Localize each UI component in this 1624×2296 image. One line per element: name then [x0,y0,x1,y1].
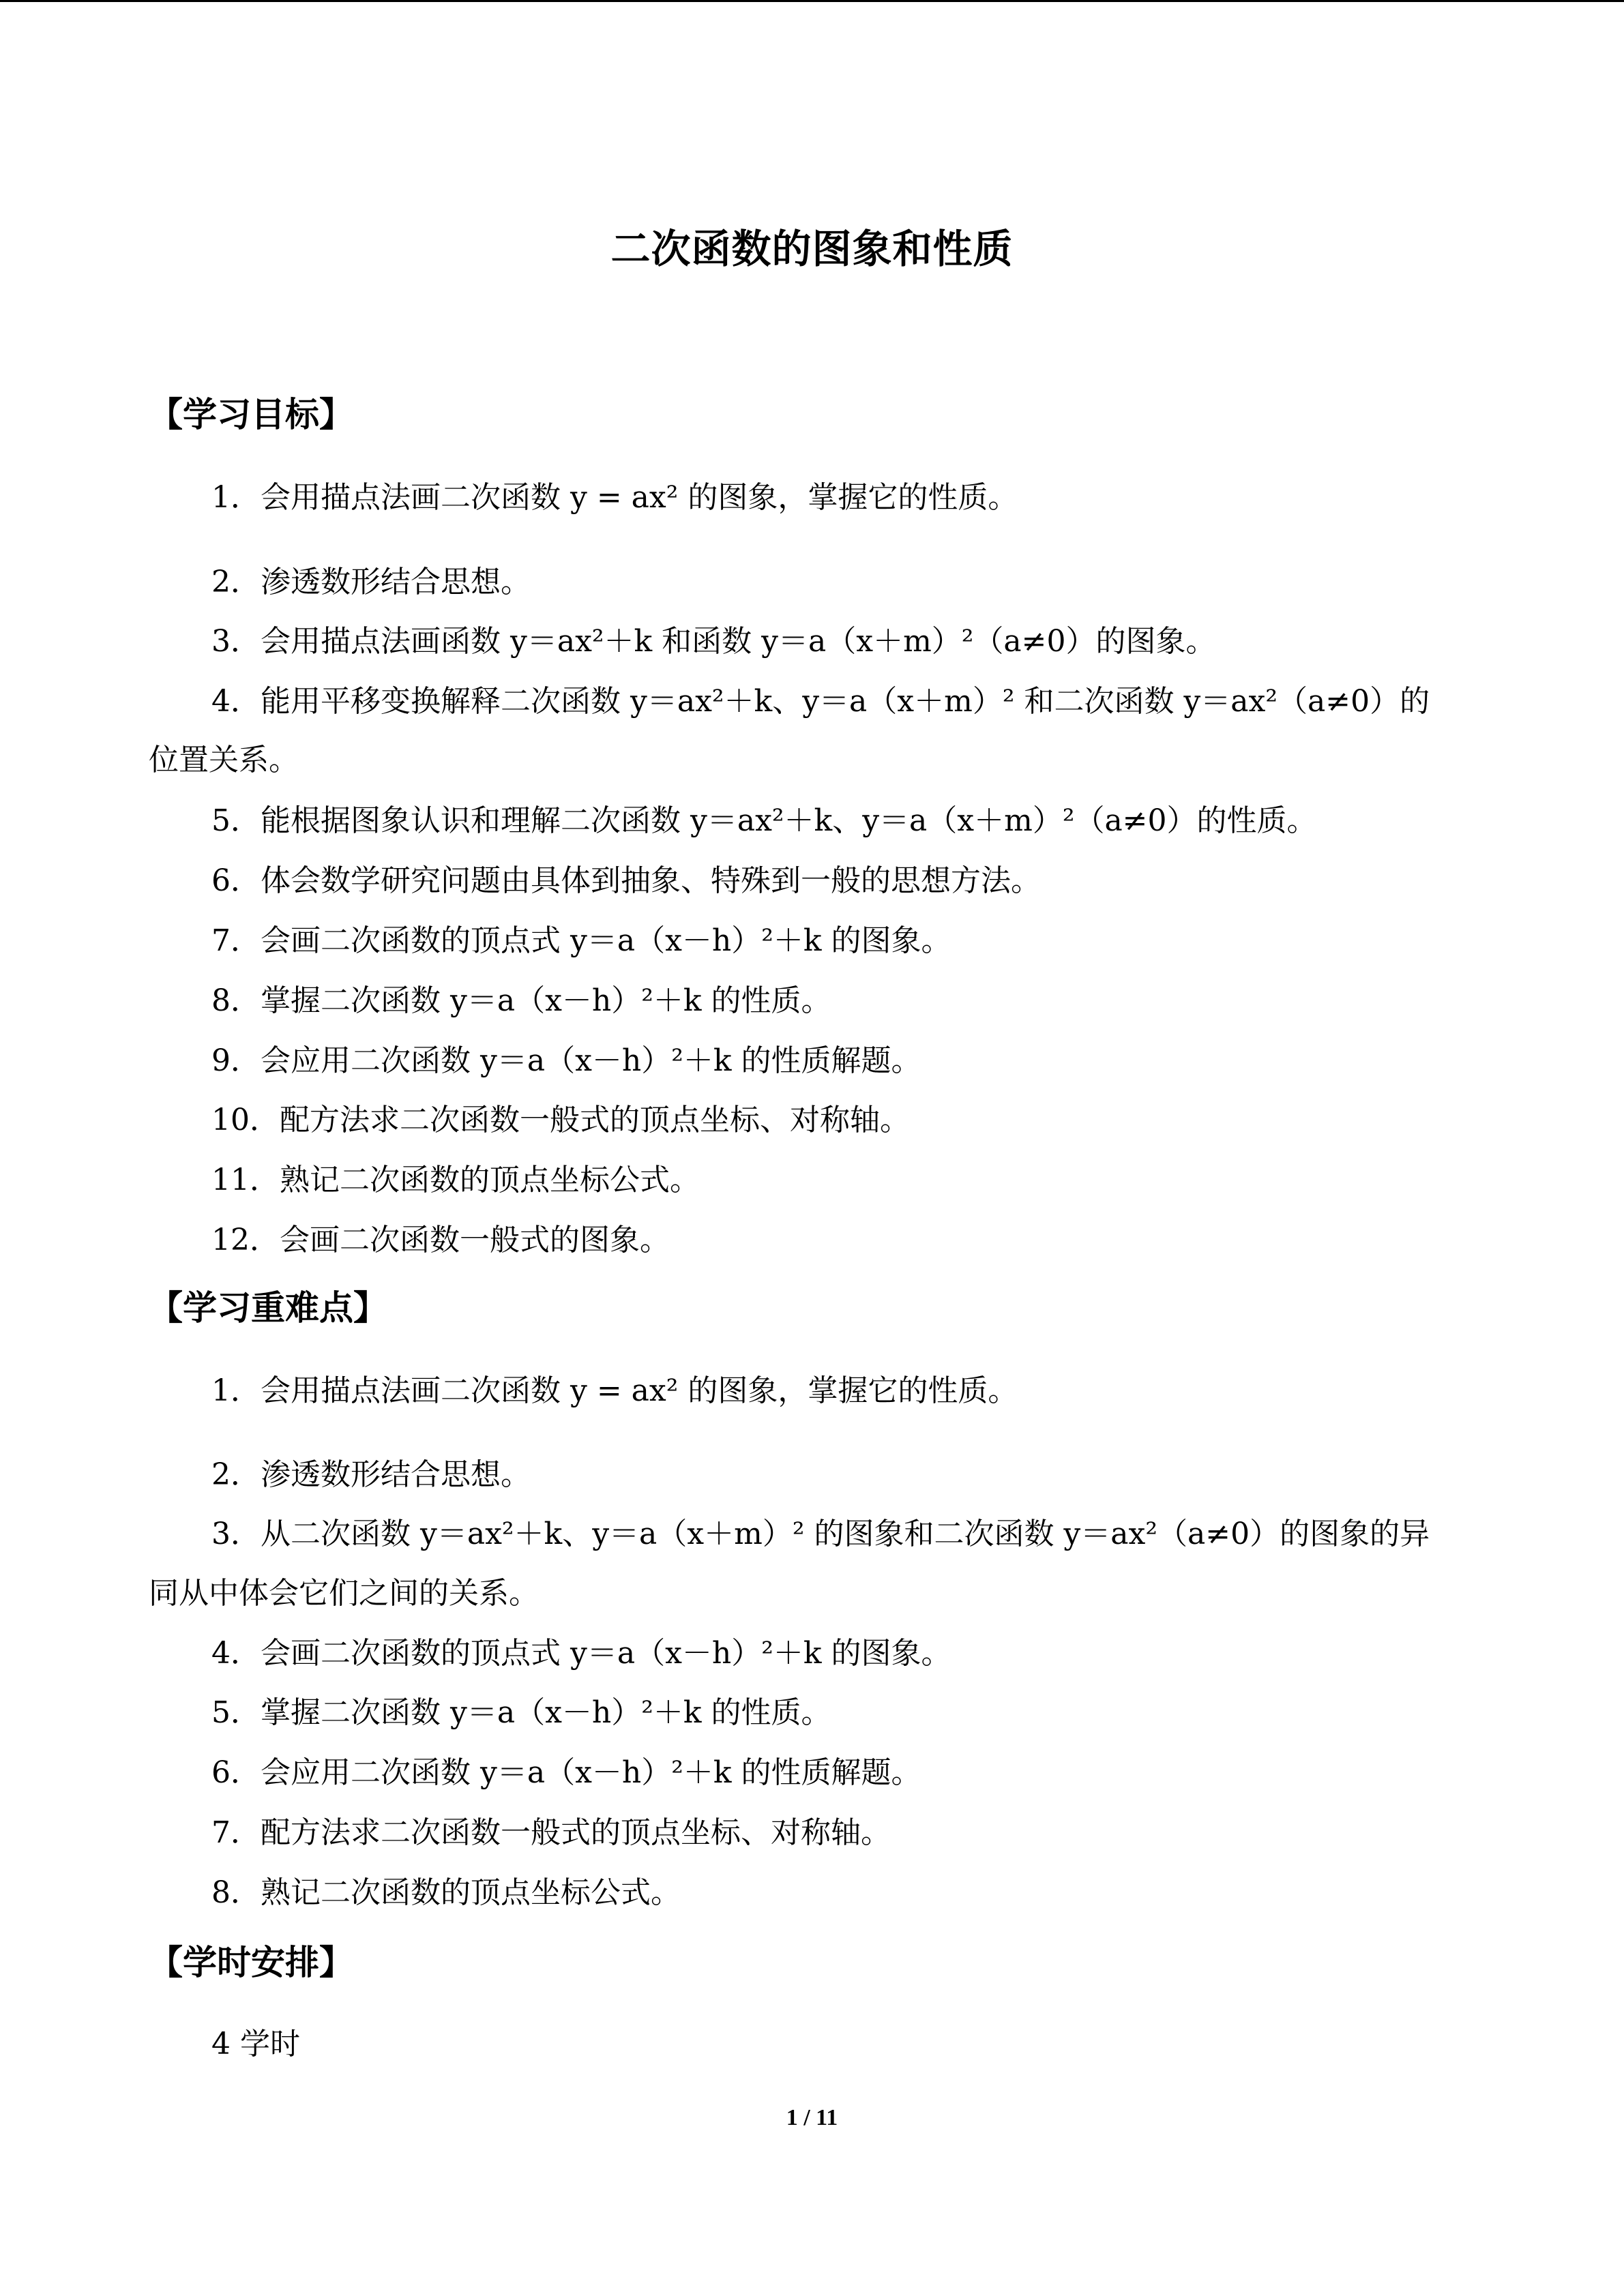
item-number: 10． [211,1103,280,1137]
item-text: 会画二次函数一般式的图象。 [280,1223,670,1257]
schedule-text: 4 学时 [211,2027,300,2061]
item-number: 2． [211,1457,261,1492]
item-text: 会用描点法画函数 y＝ax²＋k 和函数 y＝a（x＋m）²（a≠0）的图象。 [261,624,1216,659]
item-number: 4． [211,684,261,719]
section-heading-key-points: 【学习重难点】 [149,1288,387,1328]
key-point-item [211,1694,831,1732]
item-text: 会用描点法画二次函数 y = ax² 的图象，掌握它的性质。 [261,480,1018,515]
item-text: 会画二次函数的顶点式 y＝a（x－h）²＋k 的图象。 [261,923,951,958]
item-number: 1． [211,1373,261,1408]
item-number: 3． [211,1517,261,1551]
goal-item [211,1161,700,1199]
key-point-item [211,1372,1018,1410]
item-text: 体会数学研究问题由具体到抽象、特殊到一般的思想方法。 [261,863,1041,898]
item-text: 会应用二次函数 y＝a（x－h）²＋k 的性质解题。 [261,1043,921,1078]
key-point-item [211,1874,681,1912]
section-heading-schedule: 【学时安排】 [149,1943,353,1982]
item-number: 5． [211,803,261,838]
goal-item [211,802,1317,840]
goal-item [211,683,1430,721]
key-point-item [211,1515,1430,1553]
key-point-item-continuation: 同从中体会它们之间的关系。 [149,1576,539,1611]
goal-item [211,1101,910,1139]
item-number: 9． [211,1043,261,1078]
item-text: 掌握二次函数 y＝a（x－h）²＋k 的性质。 [261,1695,831,1730]
goal-item [211,623,1216,661]
item-text: 能用平移变换解释二次函数 y＝ax²＋k、y＝a（x＋m）² 和二次函数 y＝ax²（a≠0）的 [261,684,1430,719]
item-text: 会用描点法画二次函数 y = ax² 的图象，掌握它的性质。 [261,1373,1018,1408]
goal-item [211,922,951,960]
item-text: 渗透数形结合思想。 [261,565,531,599]
item-text: 能根据图象认识和理解二次函数 y＝ax²＋k、y＝a（x＋m）²（a≠0）的性质。 [261,803,1317,838]
item-number: 7． [211,1815,261,1850]
item-number: 6． [211,863,261,898]
item-text: 从二次函数 y＝ax²＋k、y＝a（x＋m）² 的图象和二次函数 y＝ax²（a≠0）的图象的异 [261,1517,1430,1551]
item-text: 配方法求二次函数一般式的顶点坐标、对称轴。 [280,1103,910,1137]
item-text: 配方法求二次函数一般式的顶点坐标、对称轴。 [261,1815,891,1850]
page-top-border [0,0,1624,2]
key-point-item [211,1635,951,1673]
item-text: 掌握二次函数 y＝a（x－h）²＋k 的性质。 [261,983,831,1018]
goal-item [211,563,531,601]
item-number: 11． [211,1163,280,1197]
item-text: 会画二次函数的顶点式 y＝a（x－h）²＋k 的图象。 [261,1636,951,1671]
item-text: 会应用二次函数 y＝a（x－h）²＋k 的性质解题。 [261,1755,921,1790]
goal-item-continuation: 位置关系。 [149,743,299,777]
item-text: 熟记二次函数的顶点坐标公式。 [261,1875,681,1910]
item-number: 8． [211,983,261,1018]
item-text: 熟记二次函数的顶点坐标公式。 [280,1163,700,1197]
goal-item [211,1221,670,1259]
item-number: 2． [211,565,261,599]
item-number: 3． [211,624,261,659]
key-point-item [211,1814,891,1852]
item-number: 1． [211,480,261,515]
goal-item [211,479,1018,517]
item-number: 12． [211,1223,280,1257]
item-number: 6． [211,1755,261,1790]
item-number: 5． [211,1695,261,1730]
item-number: 8． [211,1875,261,1910]
goal-item [211,1042,921,1080]
page-number: 1 / 11 [786,2105,838,2130]
item-number: 7． [211,923,261,958]
section-heading-goals: 【学习目标】 [149,395,353,434]
goal-item [211,862,1041,900]
goal-item [211,982,831,1020]
key-point-item [211,1456,531,1494]
document-title: 二次函数的图象和性质 [610,226,1014,272]
item-text: 渗透数形结合思想。 [261,1457,531,1492]
key-point-item [211,1754,921,1792]
item-number: 4． [211,1636,261,1671]
